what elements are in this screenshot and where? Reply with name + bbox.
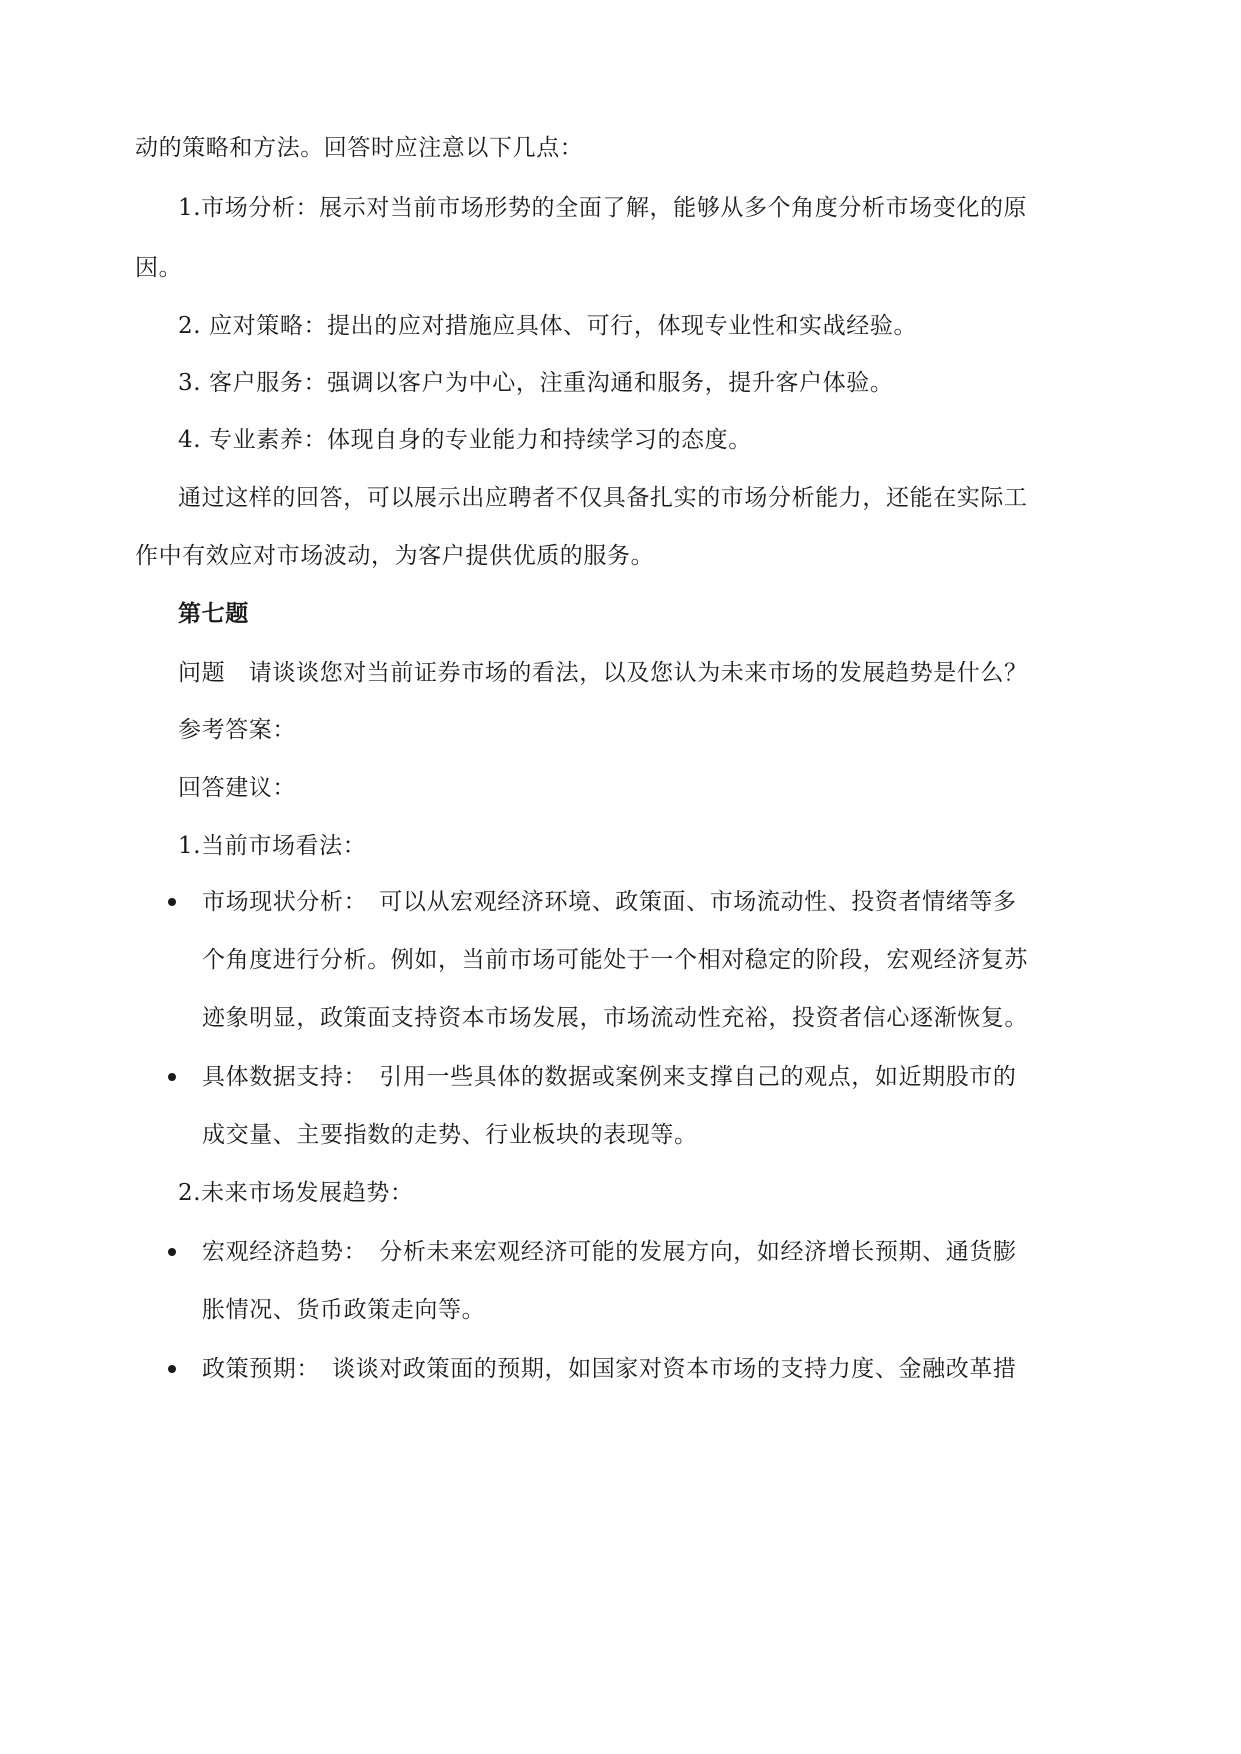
tip-professional-quality: 4. 专业素养：体现自身的专业能力和持续学习的态度。 xyxy=(178,427,752,453)
tip-customer-service: 3. 客户服务：强调以客户为中心，注重沟通和服务，提升客户体验。 xyxy=(178,370,894,396)
intro-continued-text: 动的策略和方法。回答时应注意以下几点： xyxy=(135,135,584,161)
tip-market-analysis-line1: 1.市场分析：展示对当前市场形势的全面了解，能够从多个角度分析市场变化的原 xyxy=(178,195,1028,221)
bullet-market-status-line1: 市场现状分析： 可以从宏观经济环境、政策面、市场流动性、投资者情绪等多 xyxy=(202,889,1017,915)
bullet-policy-expectation-line1: 政策预期： 谈谈对政策面的预期，如国家对资本市场的支持力度、金融改革措 xyxy=(202,1356,1017,1382)
tip-response-strategy: 2. 应对策略：提出的应对措施应具体、可行，体现专业性和实战经验。 xyxy=(178,313,918,339)
bullet-market-status-line2: 个角度进行分析。例如，当前市场可能处于一个相对稳定的阶段，宏观经济复苏 xyxy=(202,947,1028,973)
bullet-marker xyxy=(168,898,176,906)
part1-heading: 1.当前市场看法： xyxy=(178,833,367,859)
tip-market-analysis-line2: 因。 xyxy=(135,255,183,281)
bullet-marker xyxy=(168,1073,176,1081)
bullet-data-support-line2: 成交量、主要指数的走势、行业板块的表现等。 xyxy=(202,1122,698,1148)
section-title: 第七题 xyxy=(178,600,249,627)
bullet-data-support-line1: 具体数据支持： 引用一些具体的数据或案例来支撑自己的观点，如近期股市的 xyxy=(202,1064,1017,1090)
reference-answer-label: 参考答案： xyxy=(178,717,296,743)
answer-suggestion-label: 回答建议： xyxy=(178,775,296,801)
bullet-macro-trend-line1: 宏观经济趋势： 分析未来宏观经济可能的发展方向，如经济增长预期、通货膨 xyxy=(202,1239,1017,1265)
question-text: 问题 请谈谈您对当前证券市场的看法，以及您认为未来市场的发展趋势是什么？ xyxy=(178,660,1028,686)
part2-heading: 2.未来市场发展趋势： xyxy=(178,1180,414,1206)
conclusion-line1: 通过这样的回答，可以展示出应聘者不仅具备扎实的市场分析能力，还能在实际工 xyxy=(178,485,1028,511)
conclusion-line2: 作中有效应对市场波动，为客户提供优质的服务。 xyxy=(135,543,655,569)
bullet-market-status-line3: 迹象明显，政策面支持资本市场发展，市场流动性充裕，投资者信心逐渐恢复。 xyxy=(202,1005,1028,1031)
bullet-marker xyxy=(168,1248,176,1256)
bullet-macro-trend-line2: 胀情况、货币政策走向等。 xyxy=(202,1297,486,1323)
bullet-marker xyxy=(168,1365,176,1373)
